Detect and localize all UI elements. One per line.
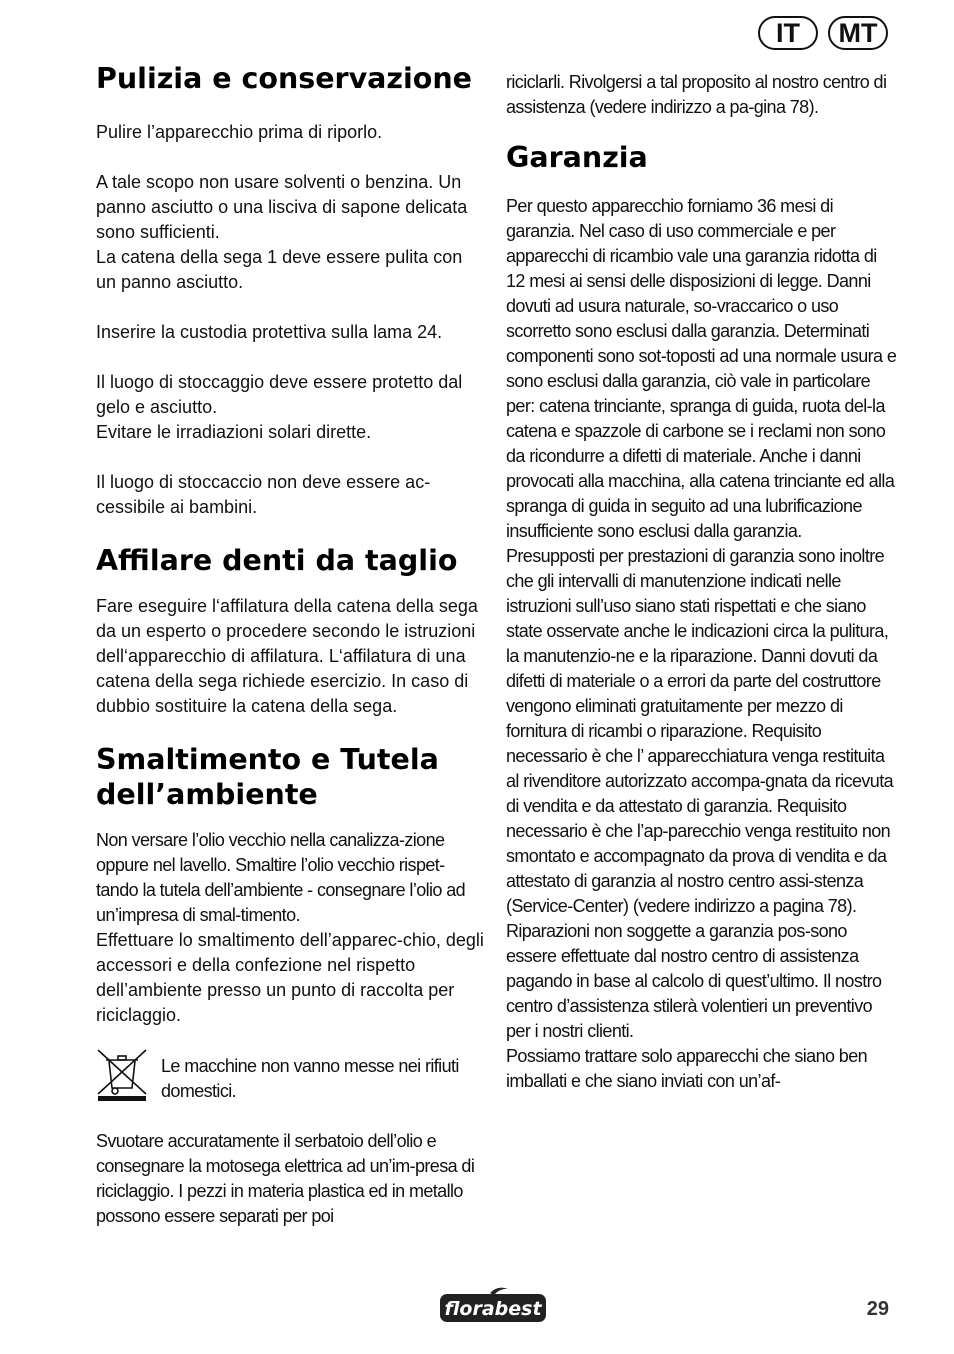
section-title-sharpening: Affilare denti da taglio bbox=[96, 544, 458, 577]
florabest-logo bbox=[438, 1284, 548, 1326]
section-title-disposal bbox=[96, 742, 486, 812]
paragraph: Inserire la custodia protettiva sulla lama 24. bbox=[96, 322, 443, 342]
left-column bbox=[96, 0, 486, 1229]
weee-notice bbox=[96, 1048, 486, 1104]
weee-text: Le macchine non vanno messe nei rifiuti domestici. bbox=[161, 1056, 459, 1101]
logo-leaf bbox=[490, 1288, 508, 1295]
language-badge-mt: MT bbox=[828, 16, 888, 50]
section-title-warranty: Garanzia bbox=[506, 141, 648, 174]
paragraph: Riparazioni non soggette a garanzia pos-sono essere effettuate dal nostro centro di assistenza pagando in base al calcolo di quest’ultimo. Il nostro centro d’assistenza stilerà volentieri un preventivo per i nostri clienti. bbox=[506, 921, 882, 1041]
right-column bbox=[506, 0, 898, 1094]
paragraph: Non versare l’olio vecchio nella canalizza-zione oppure nel lavello. Smaltire l’olio vecchio rispet-tando la tutela dell’ambiente - consegnare l’olio ad un’impresa di smal-timento. bbox=[96, 830, 466, 925]
paragraph: riciclarli. Rivolgersi a tal proposito al nostro centro di assistenza (vedere indirizzo a pa-gina 78). bbox=[506, 72, 887, 117]
paragraph: Possiamo trattare solo apparecchi che siano ben imballati e che siano inviati con un’af- bbox=[506, 1046, 868, 1091]
paragraph: Il luogo di stoccaccio non deve essere ac-cessibile ai bambini. bbox=[96, 472, 431, 517]
paragraph: Evitare le irradiazioni solari dirette. bbox=[96, 422, 372, 442]
page-number: 29 bbox=[866, 1298, 889, 1320]
crossed-out-wheelie-bin-icon bbox=[96, 1048, 148, 1102]
paragraph: La catena della sega 1 deve essere pulita con un panno asciutto. bbox=[96, 247, 463, 292]
section-title-disposal-line2: dell’ambiente bbox=[96, 778, 318, 811]
paragraph: Presupposti per prestazioni di garanzia sono inoltre che gli intervalli di manutenzione indicati nelle istruzioni sull’uso siano stati rispettati e che siano state osservate anche le indicazioni circa la pulitura, la manutenzio-ne e la riparazione. Danni dovuti da difetti di materiale o a errori da parte del costruttore vengono eliminati gratuitamente per mezzo di fornitura di ricambi o riparazione. Requisito necessario è che l’ apparecchiatura venga restituita al rivenditore autorizzato accompa-gnata da ricevuta di vendita e da attestato di garanzia. Requisito necessario è che l’ap-parecchio venga restituito non smontato e accompagnato da prova di vendita e da attestato di garanzia al nostro centro assi-stenza (Service-Center) (vedere indirizzo a pagina 78). bbox=[506, 546, 894, 916]
section-title-cleaning: Pulizia e conservazione bbox=[96, 62, 472, 95]
paragraph: Il luogo di stoccaggio deve essere protetto dal gelo e asciutto. bbox=[96, 372, 463, 417]
paragraph: Per questo apparecchio forniamo 36 mesi di garanzia. Nel caso di uso commerciale e per apparecchi di ricambio vale una garanzia ridotta di 12 mesi ai sensi delle disposizioni di legge. Danni dovuti ad usura naturale, so-vraccarico o uso scorretto sono esclusi dalla garanzia. Determinati componenti sono sot-toposti ad una normale usura e sono esclusi dalla garanzia, ciò vale in particolare per: catena trinciante, spranga di guida, ruota del-la catena e spazzole di carbone se i reclami non sono da ricondurre a difetti di materiale. Anche i danni provocati alla macchina, alla catena trinciante ed alla spranga di guida in seguito ad una lubrificazione insufficiente sono esclusi dalla garanzia. bbox=[506, 196, 897, 541]
paragraph: Effettuare lo smaltimento dell’apparec-chio, degli accessori e della confezione nel rispetto dell’ambiente presso un punto di raccolta per riciclaggio. bbox=[96, 930, 484, 1025]
paragraph: Pulire l’apparecchio prima di riporlo. bbox=[96, 122, 383, 142]
section-title-disposal-line1: Smaltimento e Tutela bbox=[96, 743, 439, 776]
paragraph: A tale scopo non usare solventi o benzina. Un panno asciutto o una lisciva di sapone delicata sono sufficienti. bbox=[96, 172, 468, 242]
paragraph: Svuotare accuratamente il serbatoio dell’olio e consegnare la motosega elettrica ad un’im-presa di riciclaggio. I pezzi in materia plastica ed in metallo possono essere separati per poi bbox=[96, 1131, 475, 1226]
paragraph: Fare eseguire l‘affilatura della catena della sega da un esperto o procedere secondo le istruzioni dell‘apparecchio di affilatura. L‘affilatura di una catena della sega richiede esercizio. In caso di dubbio sostituire la catena della sega. bbox=[96, 596, 478, 716]
language-badge-it: IT bbox=[758, 16, 818, 50]
logo-wordmark: florabest bbox=[444, 1298, 542, 1320]
